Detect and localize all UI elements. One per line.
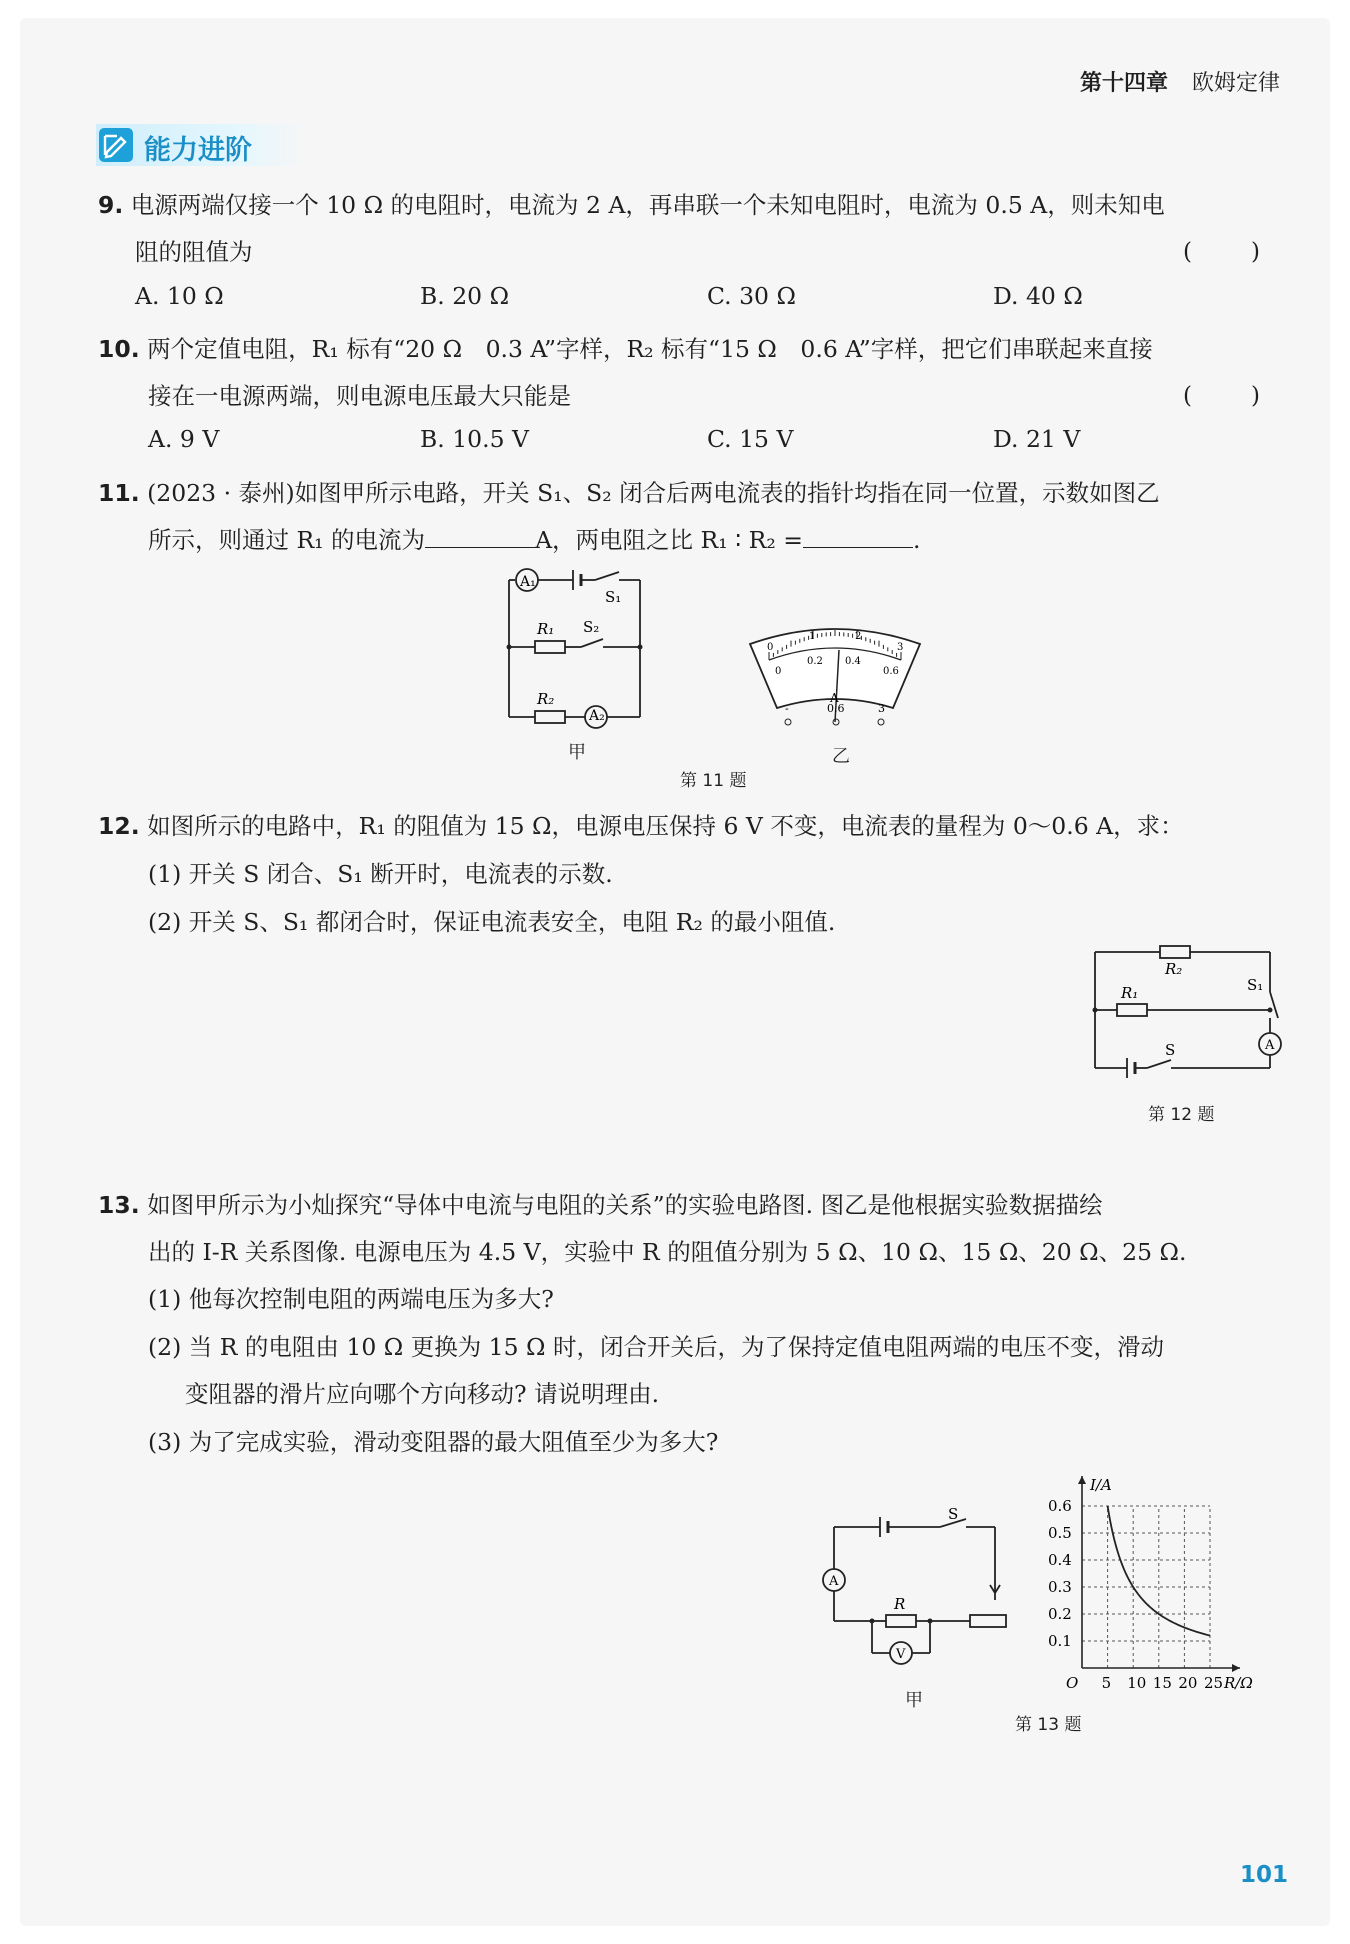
q10-stem: 两个定值电阻，R₁ 标有“20 Ω 0.3 A”字样，R₂ 标有“15 Ω 0.6 A”字样，把它们串联起来直接 bbox=[147, 335, 1153, 363]
q12-ammeter-label: A bbox=[1265, 1038, 1275, 1053]
q13-fig-jia-label: 甲 bbox=[905, 1690, 923, 1711]
q12-line1 bbox=[98, 807, 1184, 841]
chapter-title: 欧姆定律 bbox=[1191, 71, 1280, 96]
q11-stem-part1: 所示，则通过 R₁ 的电流为 bbox=[148, 526, 426, 554]
x-tick-label: 25 bbox=[1204, 1674, 1224, 1692]
q13-circuit-jia bbox=[820, 1505, 1010, 1680]
q9-option-a: A. 10 Ω bbox=[135, 282, 224, 310]
q11-switch-s1-label: S₁ bbox=[605, 588, 622, 606]
page-number: 101 bbox=[1239, 1862, 1288, 1888]
dial-unit: A bbox=[830, 691, 839, 705]
origin-label: O bbox=[1066, 1674, 1079, 1692]
q9-stem: 电源两端仅接一个 10 Ω 的电阻时，电流为 2 A，再串联一个未知电阻时，电流为 0.5 A，则未知电 bbox=[130, 191, 1165, 219]
q13-line2: 出的 I-R 关系图像. 电源电压为 4.5 V，实验中 R 的阻值分别为 5 Ω、10 Ω、15 Ω、20 Ω、25 Ω. bbox=[148, 1238, 1187, 1266]
q13-voltmeter-label: V bbox=[896, 1647, 906, 1662]
dial-big-0: 0 bbox=[767, 642, 774, 653]
q12-r1-label: R₁ bbox=[1121, 984, 1139, 1002]
q11-blank-ratio[interactable] bbox=[803, 547, 913, 548]
q10-line2: 接在一电源两端，则电源电压最大只能是 bbox=[148, 382, 571, 410]
chapter-number: 第十四章 bbox=[1079, 71, 1168, 96]
y-tick-label: 0.5 bbox=[1048, 1524, 1072, 1542]
q11-resistor-r2-label: R₂ bbox=[537, 690, 555, 708]
q9-option-b: B. 20 Ω bbox=[420, 282, 510, 310]
q9-option-d: D. 40 Ω bbox=[993, 282, 1083, 310]
q11-ammeter-a2-label: A₂ bbox=[589, 708, 605, 724]
q12-circuit bbox=[1085, 940, 1285, 1080]
y-tick-label: 0.2 bbox=[1048, 1605, 1072, 1623]
y-axis-arrow bbox=[1078, 1476, 1086, 1484]
x-tick-label: 10 bbox=[1127, 1674, 1147, 1692]
q10-option-d: D. 21 V bbox=[993, 425, 1081, 453]
q11-stem-end: . bbox=[912, 526, 921, 554]
q13-ir-graph bbox=[1020, 1472, 1290, 1712]
q9-line2: 阻的阻值为 bbox=[135, 238, 253, 266]
q10-option-c: C. 15 V bbox=[707, 425, 794, 453]
section-banner bbox=[96, 124, 306, 166]
q12-stem: 如图所示的电路中，R₁ 的阻值为 15 Ω，电源电压保持 6 V 不变，电流表的量程为 0～0.6 A，求： bbox=[147, 812, 1184, 840]
q12-s-label: S bbox=[1165, 1041, 1176, 1059]
q13-sub2a: (2) 当 R 的电阻由 10 Ω 更换为 15 Ω 时，闭合开关后，为了保持定值电阻两端的电压不变，滑动 bbox=[148, 1333, 1164, 1361]
terminal-3: 3 bbox=[878, 702, 885, 715]
chapter-header bbox=[1080, 66, 1280, 97]
y-tick-label: 0.1 bbox=[1048, 1632, 1072, 1650]
q13-line1 bbox=[98, 1186, 1103, 1220]
x-axis-arrow bbox=[1232, 1664, 1240, 1672]
q13-s-label: S bbox=[948, 1505, 959, 1523]
q10-answer-bracket: ( ) bbox=[1183, 383, 1278, 409]
dial-big-1: 1 bbox=[809, 631, 816, 642]
q9-number: 9. bbox=[98, 191, 124, 219]
q11-meter-terminals bbox=[775, 700, 905, 736]
x-tick-label: 20 bbox=[1178, 1674, 1198, 1692]
q12-caption: 第 12 题 bbox=[1148, 1105, 1215, 1125]
q10-number: 10. bbox=[98, 335, 140, 363]
y-tick-label: 0.4 bbox=[1048, 1551, 1072, 1569]
pencil-icon bbox=[99, 128, 133, 162]
q9-answer-bracket: ( ) bbox=[1183, 239, 1278, 265]
terminal-minus: - bbox=[785, 702, 789, 715]
terminal-06: 0.6 bbox=[827, 702, 845, 715]
q11-switch-s2-label: S₂ bbox=[583, 618, 600, 636]
x-tick-label: 5 bbox=[1101, 1674, 1112, 1692]
q13-ammeter-label: A bbox=[829, 1574, 839, 1589]
dial-small-02: 0.2 bbox=[807, 656, 823, 667]
q13-sub1: (1) 他每次控制电阻的两端电压为多大? bbox=[148, 1285, 554, 1313]
q11-circuit-jia bbox=[495, 562, 665, 732]
y-axis-label: I/A bbox=[1090, 1476, 1112, 1494]
q13-number: 13. bbox=[98, 1191, 140, 1219]
q13-r-label: R bbox=[894, 1595, 906, 1613]
dial-big-3: 3 bbox=[897, 642, 904, 653]
q11-resistor-r1-label: R₁ bbox=[537, 620, 555, 638]
q11-fig-yi-label: 乙 bbox=[832, 746, 850, 767]
q11-stem-part2: A，两电阻之比 R₁ ∶ R₂ = bbox=[535, 526, 803, 554]
q11-line1 bbox=[98, 474, 1160, 508]
q13-sub2b: 变阻器的滑片应向哪个方向移动? 请说明理由. bbox=[185, 1380, 660, 1408]
q11-caption: 第 11 题 bbox=[680, 771, 747, 791]
q11-fig-jia-label: 甲 bbox=[568, 742, 586, 763]
dial-small-0: 0 bbox=[775, 666, 782, 677]
q12-sub1: (1) 开关 S 闭合、S₁ 断开时，电流表的示数. bbox=[148, 860, 613, 888]
y-tick-label: 0.6 bbox=[1048, 1497, 1072, 1515]
q11-line2 bbox=[148, 521, 920, 555]
section-title: 能力进阶 bbox=[144, 135, 252, 166]
q9-option-c: C. 30 Ω bbox=[707, 282, 796, 310]
y-tick-label: 0.3 bbox=[1048, 1578, 1072, 1596]
q13-sub3: (3) 为了完成实验，滑动变阻器的最大阻值至少为多大? bbox=[148, 1428, 719, 1456]
q12-s1-label: S₁ bbox=[1247, 976, 1264, 994]
q13-caption: 第 13 题 bbox=[1015, 1715, 1082, 1735]
q10-line1 bbox=[98, 330, 1153, 364]
x-tick-label: 15 bbox=[1152, 1674, 1172, 1692]
x-axis-label: R/Ω bbox=[1224, 1674, 1253, 1692]
q10-option-b: B. 10.5 V bbox=[420, 425, 529, 453]
q11-blank-current[interactable] bbox=[425, 547, 535, 548]
q11-ammeter-a1-label: A₁ bbox=[520, 574, 536, 590]
dial-small-06: 0.6 bbox=[883, 666, 899, 677]
q11-number: 11. bbox=[98, 479, 140, 507]
q12-number: 12. bbox=[98, 812, 140, 840]
q10-option-a: A. 9 V bbox=[148, 425, 220, 453]
q12-sub2: (2) 开关 S、S₁ 都闭合时，保证电流表安全，电阻 R₂ 的最小阻值. bbox=[148, 908, 836, 936]
q13-stem: 如图甲所示为小灿探究“导体中电流与电阻的关系”的实验电路图. 图乙是他根据实验数据描绘 bbox=[147, 1191, 1103, 1219]
dial-big-2: 2 bbox=[855, 631, 862, 642]
dial-small-04: 0.4 bbox=[845, 656, 861, 667]
q12-r2-label: R₂ bbox=[1165, 960, 1183, 978]
q9-line1 bbox=[98, 186, 1165, 220]
q11-stem: (2023 · 泰州)如图甲所示电路，开关 S₁、S₂ 闭合后两电流表的指针均指在同一位置，示数如图乙 bbox=[147, 479, 1160, 507]
